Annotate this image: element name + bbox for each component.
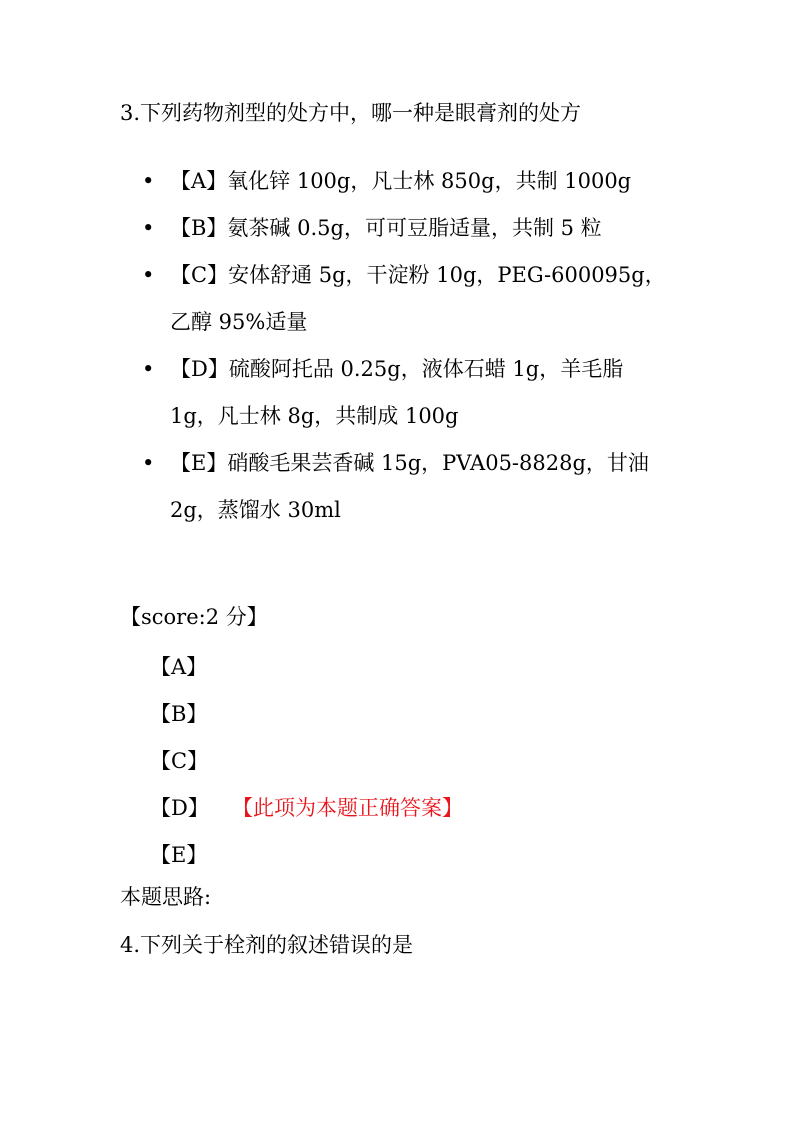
- option-list: [140, 158, 680, 534]
- next-question-title: 4.下列关于栓剂的叙述错误的是: [120, 933, 414, 957]
- bullet-icon: •: [142, 216, 155, 240]
- option-text: 【D】硫酸阿托品 0.25g，液体石蜡 1g，羊毛脂: [170, 357, 624, 381]
- option-d: [140, 346, 680, 440]
- answer-list: [150, 644, 463, 879]
- bullet-icon: •: [142, 169, 155, 193]
- option-text-continued: 2g，蒸馏水 30ml: [170, 498, 341, 522]
- score-label: 【score:2 分】: [120, 605, 268, 629]
- bullet-icon: •: [142, 263, 155, 287]
- option-text: 【C】安体舒通 5g，干淀粉 10g，PEG-600095g，: [170, 263, 666, 287]
- option-e: [140, 440, 680, 534]
- correct-answer-note: 【此项为本题正确答案】: [232, 796, 463, 820]
- option-text-continued: 乙醇 95%适量: [170, 310, 308, 334]
- answer-label: 【B】: [150, 702, 208, 726]
- question-title: 3.下列药物剂型的处方中，哪一种是眼膏剂的处方: [120, 101, 582, 125]
- option-b: [140, 205, 680, 252]
- answer-label: 【E】: [150, 843, 208, 867]
- answer-label: 【D】: [150, 796, 209, 820]
- option-text-continued: 1g，凡士林 8g，共制成 100g: [170, 404, 459, 428]
- option-c: [140, 252, 680, 346]
- answer-a: [150, 644, 209, 691]
- answer-label: 【C】: [150, 749, 209, 773]
- answer-c: [150, 738, 209, 785]
- bullet-icon: •: [142, 451, 155, 475]
- option-text: 【E】硝酸毛果芸香碱 15g，PVA05-8828g，甘油: [170, 451, 649, 475]
- answer-d: [150, 785, 463, 832]
- option-a: [140, 158, 680, 205]
- bullet-icon: •: [142, 357, 155, 381]
- answer-e: [150, 832, 209, 879]
- answer-b: [150, 691, 209, 738]
- option-text: 【A】氧化锌 100g，凡士林 850g，共制 1000g: [170, 169, 632, 193]
- answer-label: 【A】: [150, 655, 208, 679]
- option-text: 【B】氨茶碱 0.5g，可可豆脂适量，共制 5 粒: [170, 216, 602, 240]
- analysis-label: 本题思路:: [120, 885, 212, 909]
